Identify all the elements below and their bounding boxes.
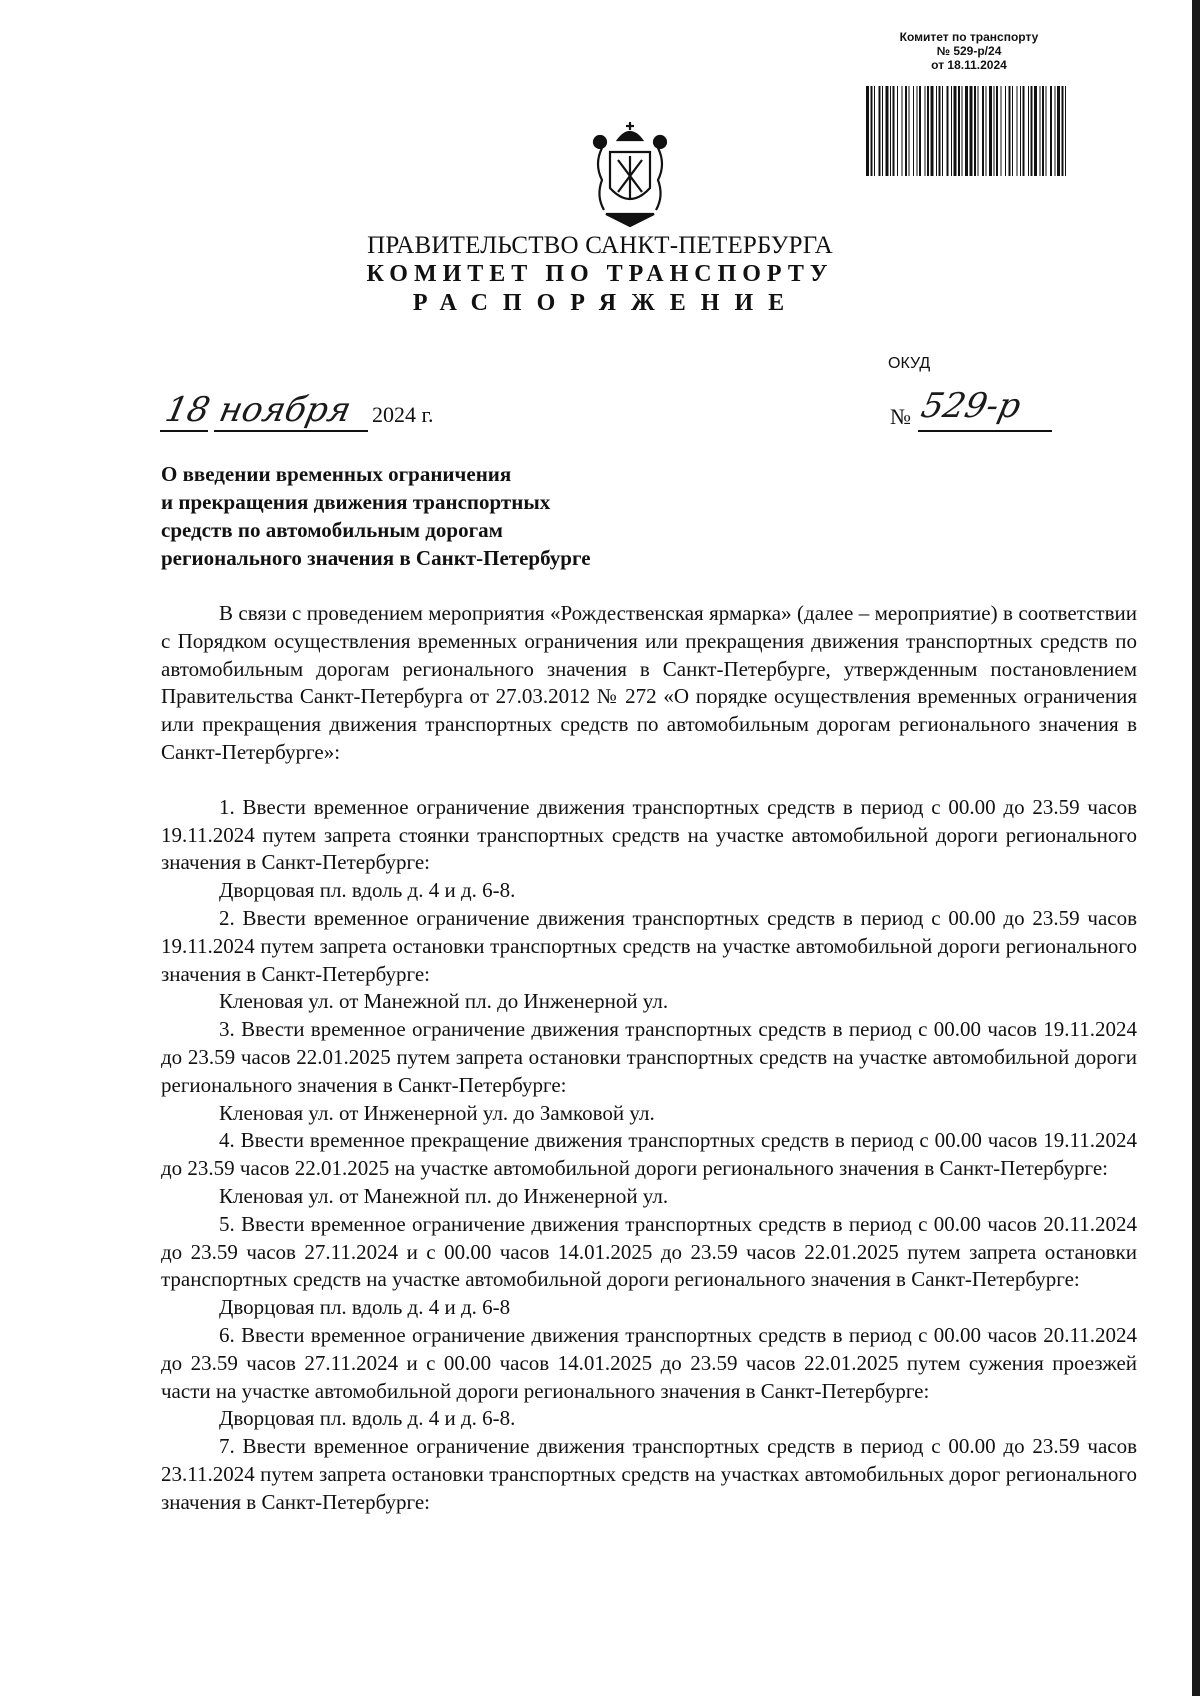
committee-heading: КОМИТЕТ ПО ТРАНСПОРТУ (366, 261, 834, 287)
number-sign: № (890, 404, 911, 429)
item-paragraph: 4. Ввести временное прекращение движения транспортных средств в период с 00.00 часов 19.11.2024 до 23.59 часов 22.01.2025 на участке автомобильной дороги регионального значения в Санкт-Петербурге: (161, 1128, 1137, 1181)
barcode-icon (864, 86, 1070, 176)
date-day: 18 (161, 390, 214, 430)
registration-stamp (866, 30, 1072, 72)
item-paragraph: 3. Ввести временное ограничение движения транспортных средств в период с 00.00 часов 19.11.2024 до 23.59 часов 22.01.2025 путем запрета остановки транспортных средств на участке автомобильной дороги регионального значения в Санкт-Петербурге: (161, 1017, 1137, 1097)
stamp-line-number: № 529-р/24 (936, 44, 1002, 58)
item-paragraph: 5. Ввести временное ограничение движения транспортных средств в период с 00.00 часов 20.11.2024 до 23.59 часов 27.11.2024 и с 00.00 часов 14.01.2025 до 23.59 часов 22.01.2025 путем запрета остановки транспортных средств на участке автомобильной дороги регионального значения в Санкт-Петербурге: (161, 1211, 1137, 1292)
stamp-line-date: от 18.11.2024 (931, 58, 1007, 72)
item-paragraph: 1. Ввести временное ограничение движения транспортных средств в период с 00.00 до 23.59 часов 19.11.2024 путем запрета стоянки транспортных средств на участке автомобильной дороги регионального значения в Санкт-Петербурге: (161, 794, 1137, 875)
title-line: средств по автомобильным дорогам (161, 518, 503, 542)
item-street: Дворцовая пл. вдоль д. 4 и д. 6-8. (219, 1406, 516, 1431)
item-street: Дворцовая пл. вдоль д. 4 и д. 6-8. (219, 878, 516, 903)
item-street: Кленовая ул. от Манежной пл. до Инженерной ул. (219, 1183, 669, 1208)
document-type-heading: РАСПОРЯЖЕНИЕ (412, 290, 800, 316)
government-heading: ПРАВИТЕЛЬСТВО САНКТ-ПЕТЕРБУРГА (367, 232, 833, 259)
date-month-underline (214, 430, 368, 432)
item-paragraph: 7. Ввести временное ограничение движения транспортных средств в период с 00.00 до 23.59 часов 23.11.2024 путем запрета остановки транспортных средств на участках автомобильных дорог регионального значения в Санкт-Петербурге: (161, 1434, 1137, 1514)
item-street: Дворцовая пл. вдоль д. 4 и д. 6-8 (219, 1295, 511, 1320)
preamble-paragraph: В связи с проведением мероприятия «Рождественская ярмарка» (далее – мероприятие) в соответствии с Порядком осуществления временных ограничения или прекращения движения транспортных средств по автомобильным дорогам регионального значения в Санкт-Петербурге, утвержденным постановлением Правительства Санкт-Петербурга от 27.03.2012 № 272 «О порядке осуществления временных ограничения или прекращения движения транспортных средств по автомобильным дорогам регионального значения в Санкт-Петербурге»: (161, 601, 1137, 764)
item-street: Кленовая ул. от Инженерной ул. до Замковой ул. (219, 1100, 655, 1125)
item-paragraph: 2. Ввести временное ограничение движения транспортных средств в период с 00.00 до 23.59 часов 19.11.2024 путем запрета остановки транспортных средств на участке автомобильной дороги регионального значения в Санкт-Петербурге: (161, 905, 1137, 986)
item-street: Кленовая ул. от Манежной пл. до Инженерной ул. (219, 989, 669, 1014)
item-paragraph: 6. Ввести временное ограничение движения транспортных средств в период с 00.00 часов 20.11.2024 до 23.59 часов 27.11.2024 и с 00.00 часов 14.01.2025 до 23.59 часов 22.01.2025 путем сужения проезжей части на участке автомобильной дороги регионального значения в Санкт-Петербурге: (161, 1322, 1137, 1403)
document-number: 529-р (917, 386, 1025, 426)
okud-label: ОКУД (888, 355, 931, 372)
title-line: и прекращения движения транспортных (161, 490, 551, 514)
title-line: регионального значения в Санкт-Петербурге (161, 546, 591, 570)
date-day-underline (160, 430, 208, 432)
date-year: 2024 г. (372, 402, 434, 427)
document-body (161, 600, 1137, 1517)
number-underline (918, 430, 1052, 432)
coat-of-arms-icon (588, 118, 672, 228)
title-line: О введении временных ограничения (161, 462, 512, 486)
document-title (161, 460, 721, 572)
date-month: ноября (215, 390, 355, 430)
stamp-line-org: Комитет по транспорту (899, 30, 1039, 44)
